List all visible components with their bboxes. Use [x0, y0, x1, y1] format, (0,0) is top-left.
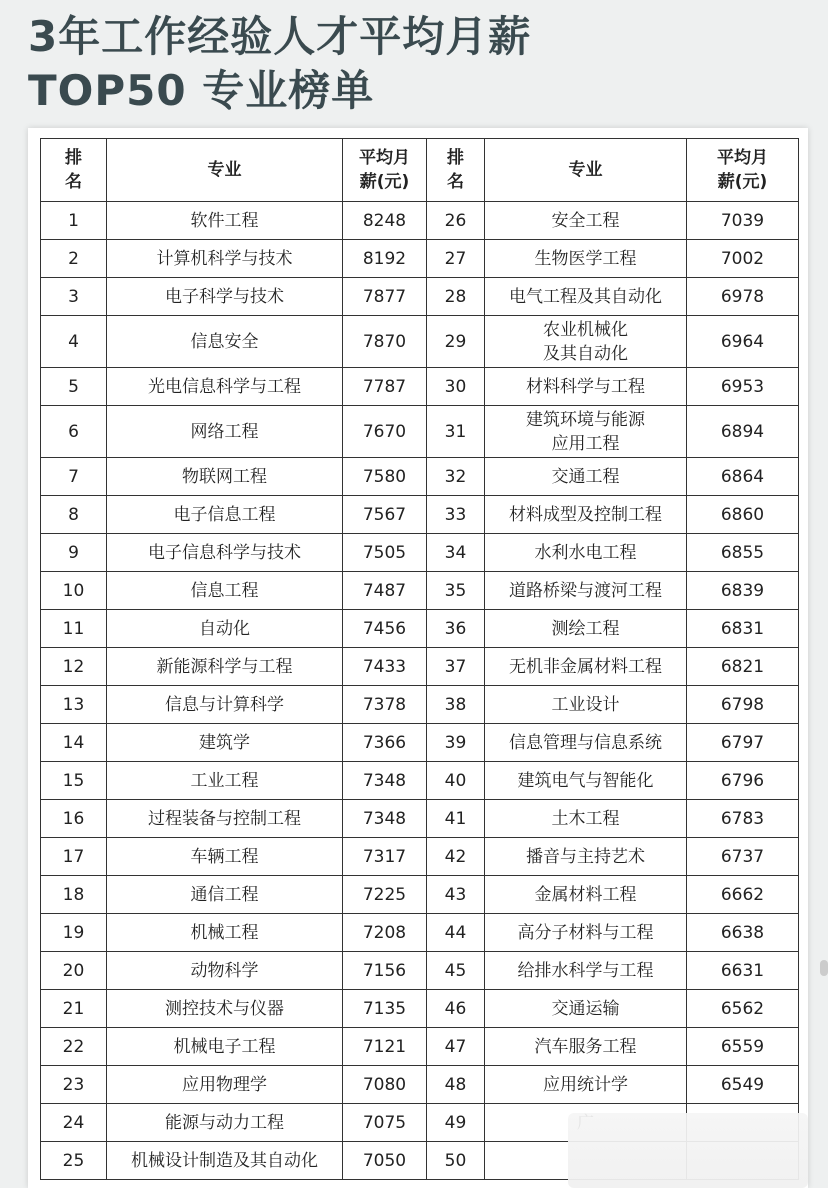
- cell-salary-left: 7456: [343, 610, 427, 648]
- cell-major-left: 物联网工程: [107, 458, 343, 496]
- cell-major-left: 自动化: [107, 610, 343, 648]
- table-row: [41, 1028, 799, 1066]
- cell-salary-left: 7075: [343, 1104, 427, 1142]
- cell-major-right: 土木工程: [485, 800, 687, 838]
- cell-rank-right: 48: [427, 1066, 485, 1104]
- cell-rank-left: 24: [41, 1104, 107, 1142]
- cell-salary-right: 6737: [687, 838, 799, 876]
- cell-major-left: 电子信息工程: [107, 496, 343, 534]
- table-row: [41, 496, 799, 534]
- cell-major-right: 工业设计: [485, 686, 687, 724]
- cell-rank-left: 1: [41, 202, 107, 240]
- cell-major-right: 材料科学与工程: [485, 368, 687, 406]
- cell-rank-left: 6: [41, 406, 107, 458]
- cell-salary-left: 7050: [343, 1142, 427, 1180]
- cell-major-right: 建筑环境与能源 应用工程: [485, 406, 687, 458]
- table-row: [41, 762, 799, 800]
- cell-major-left: 电子信息科学与技术: [107, 534, 343, 572]
- cell-rank-right: 43: [427, 876, 485, 914]
- table-row: [41, 316, 799, 368]
- cell-salary-left: 7080: [343, 1066, 427, 1104]
- cell-major-left: 测控技术与仪器: [107, 990, 343, 1028]
- cell-rank-right: 26: [427, 202, 485, 240]
- cell-major-right: 水利水电工程: [485, 534, 687, 572]
- cell-salary-right: 6562: [687, 990, 799, 1028]
- cell-rank-left: 2: [41, 240, 107, 278]
- cell-major-right: 信息管理与信息系统: [485, 724, 687, 762]
- cell-rank-right: 45: [427, 952, 485, 990]
- cell-salary-right: 6559: [687, 1028, 799, 1066]
- cell-major-right: 建筑电气与智能化: [485, 762, 687, 800]
- cell-rank-right: 46: [427, 990, 485, 1028]
- table-card: [28, 128, 808, 1188]
- cell-major-left: 信息与计算科学: [107, 686, 343, 724]
- cell-major-left: 动物科学: [107, 952, 343, 990]
- cell-rank-left: 22: [41, 1028, 107, 1066]
- cell-rank-left: 10: [41, 572, 107, 610]
- cell-major-left: 软件工程: [107, 202, 343, 240]
- cell-major-left: 机械工程: [107, 914, 343, 952]
- cell-major-right: 汽车服务工程: [485, 1028, 687, 1066]
- cell-salary-left: 7135: [343, 990, 427, 1028]
- cell-salary-left: 7366: [343, 724, 427, 762]
- cell-rank-right: 34: [427, 534, 485, 572]
- table-row: [41, 914, 799, 952]
- table-body: [41, 202, 799, 1180]
- cell-rank-right: 30: [427, 368, 485, 406]
- cell-salary-left: 7433: [343, 648, 427, 686]
- cell-rank-right: 37: [427, 648, 485, 686]
- cell-major-left: 车辆工程: [107, 838, 343, 876]
- cell-major-right: 应用统计学: [485, 1066, 687, 1104]
- table-row: [41, 724, 799, 762]
- cell-major-left: 计算机科学与技术: [107, 240, 343, 278]
- cell-salary-left: 7877: [343, 278, 427, 316]
- cell-rank-left: 3: [41, 278, 107, 316]
- cell-salary-right: 6797: [687, 724, 799, 762]
- table-row: [41, 838, 799, 876]
- cell-major-left: 工业工程: [107, 762, 343, 800]
- cell-rank-left: 20: [41, 952, 107, 990]
- cell-major-left: 机械电子工程: [107, 1028, 343, 1066]
- table-row: [41, 952, 799, 990]
- cell-salary-right: 6662: [687, 876, 799, 914]
- cell-salary-left: 7121: [343, 1028, 427, 1066]
- table-row: [41, 534, 799, 572]
- cell-rank-right: 36: [427, 610, 485, 648]
- cell-major-right: 道路桥梁与渡河工程: [485, 572, 687, 610]
- header-major-right: 专业: [485, 139, 687, 202]
- table-row: [41, 278, 799, 316]
- cell-salary-left: 7580: [343, 458, 427, 496]
- cell-salary-right: 6964: [687, 316, 799, 368]
- cell-rank-left: 16: [41, 800, 107, 838]
- page-title: [28, 10, 531, 118]
- cell-rank-right: 33: [427, 496, 485, 534]
- cell-salary-left: 8192: [343, 240, 427, 278]
- table-row: [41, 572, 799, 610]
- cell-rank-right: 41: [427, 800, 485, 838]
- cell-major-right: 安全工程: [485, 202, 687, 240]
- cell-rank-right: 31: [427, 406, 485, 458]
- cell-major-right: 生物医学工程: [485, 240, 687, 278]
- cell-salary-right: 6978: [687, 278, 799, 316]
- table-row: [41, 990, 799, 1028]
- table-row: [41, 800, 799, 838]
- cell-salary-right: 6894: [687, 406, 799, 458]
- cell-major-right: 测绘工程: [485, 610, 687, 648]
- cell-major-right: 无机非金属材料工程: [485, 648, 687, 686]
- cell-major-left: 新能源科学与工程: [107, 648, 343, 686]
- header-salary-left: 平均月 薪(元): [343, 139, 427, 202]
- cell-salary-left: 7870: [343, 316, 427, 368]
- table-row: [41, 240, 799, 278]
- header-salary-right: 平均月 薪(元): [687, 139, 799, 202]
- cell-rank-left: 18: [41, 876, 107, 914]
- cell-salary-right: 6796: [687, 762, 799, 800]
- cell-salary-left: 7348: [343, 800, 427, 838]
- table-row: [41, 202, 799, 240]
- cell-major-left: 应用物理学: [107, 1066, 343, 1104]
- cell-major-left: 电子科学与技术: [107, 278, 343, 316]
- cell-rank-right: 44: [427, 914, 485, 952]
- cell-salary-left: 7156: [343, 952, 427, 990]
- cell-major-left: 通信工程: [107, 876, 343, 914]
- table-header-row: [41, 139, 799, 202]
- cell-rank-right: 49: [427, 1104, 485, 1142]
- cell-rank-left: 15: [41, 762, 107, 800]
- cell-major-left: 信息安全: [107, 316, 343, 368]
- cell-rank-right: 47: [427, 1028, 485, 1066]
- cell-salary-right: 7039: [687, 202, 799, 240]
- cell-salary-right: 6798: [687, 686, 799, 724]
- table-row: [41, 368, 799, 406]
- cell-salary-left: 7670: [343, 406, 427, 458]
- cell-salary-right: 6638: [687, 914, 799, 952]
- cell-major-left: 能源与动力工程: [107, 1104, 343, 1142]
- cell-salary-right: 6821: [687, 648, 799, 686]
- cell-major-left: 过程装备与控制工程: [107, 800, 343, 838]
- cell-major-right: 播音与主持艺术: [485, 838, 687, 876]
- table-row: [41, 876, 799, 914]
- cell-salary-left: 7787: [343, 368, 427, 406]
- cell-rank-left: 11: [41, 610, 107, 648]
- cell-salary-right: 6631: [687, 952, 799, 990]
- cell-major-left: 机械设计制造及其自动化: [107, 1142, 343, 1180]
- cell-major-right: 交通工程: [485, 458, 687, 496]
- cell-salary-right: 6549: [687, 1066, 799, 1104]
- header-major-left: 专业: [107, 139, 343, 202]
- scroll-indicator: [820, 960, 828, 976]
- table-row: [41, 648, 799, 686]
- cell-salary-left: 7225: [343, 876, 427, 914]
- cell-salary-right: 6864: [687, 458, 799, 496]
- cell-major-right: 高分子材料与工程: [485, 914, 687, 952]
- cell-rank-left: 21: [41, 990, 107, 1028]
- cell-rank-left: 7: [41, 458, 107, 496]
- table-row: [41, 458, 799, 496]
- cell-major-right: 交通运输: [485, 990, 687, 1028]
- cell-rank-left: 12: [41, 648, 107, 686]
- cell-salary-left: 7317: [343, 838, 427, 876]
- cell-rank-left: 9: [41, 534, 107, 572]
- cell-salary-left: 7208: [343, 914, 427, 952]
- cell-major-left: 建筑学: [107, 724, 343, 762]
- table-row: [41, 686, 799, 724]
- cell-salary-left: 7487: [343, 572, 427, 610]
- cell-salary-right: 6839: [687, 572, 799, 610]
- cell-rank-left: 14: [41, 724, 107, 762]
- table-row: [41, 406, 799, 458]
- header-rank-right: 排 名: [427, 139, 485, 202]
- title-line-2: TOP50 专业榜单: [28, 66, 375, 115]
- cell-major-left: 光电信息科学与工程: [107, 368, 343, 406]
- cell-salary-left: 7505: [343, 534, 427, 572]
- cell-rank-left: 4: [41, 316, 107, 368]
- cell-rank-right: 50: [427, 1142, 485, 1180]
- cell-salary-left: 7378: [343, 686, 427, 724]
- cell-major-right: 金属材料工程: [485, 876, 687, 914]
- cell-salary-right: 6783: [687, 800, 799, 838]
- cell-rank-left: 13: [41, 686, 107, 724]
- cell-rank-right: 40: [427, 762, 485, 800]
- cell-rank-right: 35: [427, 572, 485, 610]
- cell-rank-right: 29: [427, 316, 485, 368]
- cell-rank-left: 8: [41, 496, 107, 534]
- header-rank-left: 排 名: [41, 139, 107, 202]
- table-row: [41, 1066, 799, 1104]
- cell-major-left: 信息工程: [107, 572, 343, 610]
- cell-rank-right: 38: [427, 686, 485, 724]
- cell-salary-left: 8248: [343, 202, 427, 240]
- cell-rank-left: 25: [41, 1142, 107, 1180]
- cell-salary-right: 7002: [687, 240, 799, 278]
- cell-rank-left: 17: [41, 838, 107, 876]
- cell-rank-left: 19: [41, 914, 107, 952]
- cell-salary-left: 7567: [343, 496, 427, 534]
- title-line-1: 3年工作经验人才平均月薪: [28, 12, 532, 61]
- cell-rank-right: 27: [427, 240, 485, 278]
- cell-major-right: 材料成型及控制工程: [485, 496, 687, 534]
- cell-salary-right: 6860: [687, 496, 799, 534]
- cell-rank-left: 23: [41, 1066, 107, 1104]
- cell-major-right: 电气工程及其自动化: [485, 278, 687, 316]
- cell-salary-left: 7348: [343, 762, 427, 800]
- cell-rank-right: 32: [427, 458, 485, 496]
- cell-rank-right: 42: [427, 838, 485, 876]
- cell-rank-right: 39: [427, 724, 485, 762]
- cell-salary-right: 6831: [687, 610, 799, 648]
- cell-rank-right: 28: [427, 278, 485, 316]
- cell-salary-right: 6953: [687, 368, 799, 406]
- salary-ranking-table: [40, 138, 799, 1180]
- cell-major-right: 给排水科学与工程: [485, 952, 687, 990]
- cell-rank-left: 5: [41, 368, 107, 406]
- table-row: [41, 610, 799, 648]
- cell-salary-right: 6855: [687, 534, 799, 572]
- cell-major-left: 网络工程: [107, 406, 343, 458]
- cell-major-right: 农业机械化 及其自动化: [485, 316, 687, 368]
